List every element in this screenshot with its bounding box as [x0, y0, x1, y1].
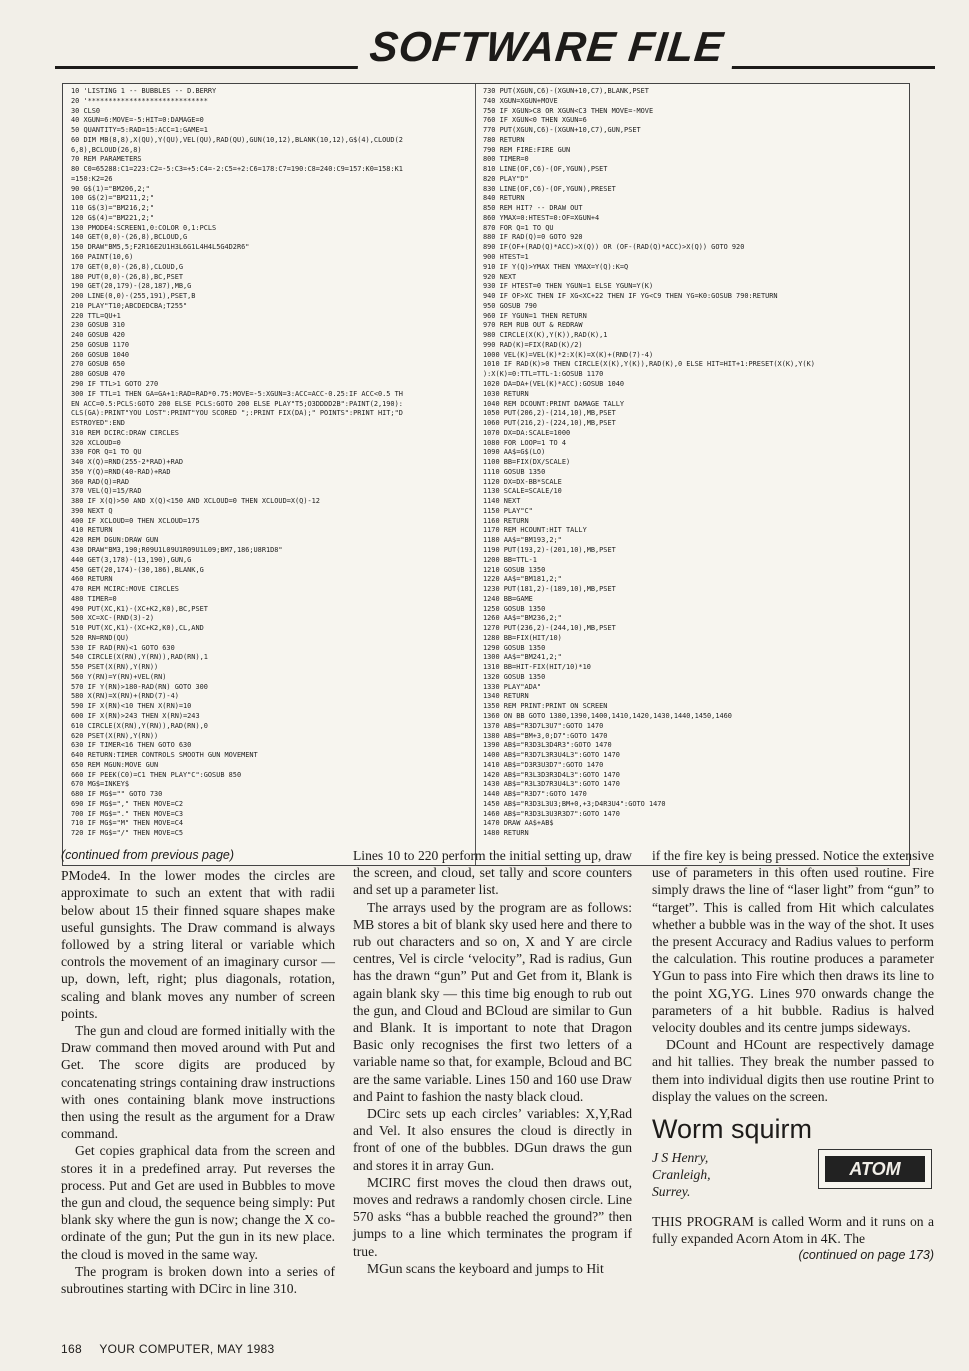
listing-line: 1010 IF RAD(K)>0 THEN CIRCLE(X(K),Y(K)),RAD(K),0 ELSE HIT=HIT+1:PRESET(X(K),Y(K): [483, 360, 815, 369]
listing-line: 1270 PUT(236,2)-(244,10),MB,PSET: [483, 624, 616, 633]
listing-line: 410 RETURN: [71, 526, 113, 535]
listing-line: 630 IF TIMER<16 THEN GOTO 630: [71, 741, 192, 750]
listing-line: 160 PAINT(10,6): [71, 253, 134, 262]
listing-line: EN ACC=0.5:PCLS:GOTO 200 ELSE PCLS:GOTO 200 ELSE PLAY"T5;O3DDDD2B":PAINT(2,190):: [71, 399, 403, 408]
lead-in: THIS PROGRAM: [652, 1214, 754, 1230]
listing-line: 1130 SCALE=SCALE/10: [483, 487, 562, 496]
author-town: Cranleigh,: [652, 1167, 711, 1183]
listing-line: 880 IF RAD(Q)=0 GOTO 920: [483, 233, 583, 242]
listing-line: 1150 PLAY"C": [483, 506, 533, 515]
article-column-1: [61, 847, 335, 1297]
listing-line: 1170 REM HCOUNT:HIT TALLY: [483, 526, 587, 535]
listing-line: 140 GET(0,0)-(26,8),BCLOUD,G: [71, 233, 188, 242]
listing-line: 650 REM MGUN:MOVE GUN: [71, 760, 159, 769]
publication-line: YOUR COMPUTER, MAY 1983: [99, 1342, 275, 1356]
listing-line: 1230 PUT(181,2)-(189,10),MB,PSET: [483, 585, 616, 594]
continued-on-label: (continued on page 173): [798, 1248, 934, 1263]
listing-line: 1070 DX=DA:SCALE=1000: [483, 428, 571, 437]
listing-line: CLS(GA):PRINT"YOU LOST":PRINT"YOU SCORED ";:PRINT FIX(DA);" POINTS":PRINT HIT;"D: [71, 409, 403, 418]
listing-line: 340 X(Q)=RND(255-2*RAD)+RAD: [71, 458, 184, 467]
listing-line: 1430 AB$="R3L3D7R3U4L3":GOTO 1470: [483, 780, 620, 789]
platform-badge: [818, 1149, 932, 1189]
article-intro: [652, 1213, 934, 1247]
listing-line: 640 RETURN:TIMER CONTROLS SMOOTH GUN MOVEMENT: [71, 751, 258, 760]
listing-line: 770 PUT(XGUN,C6)-(XGUN+10,C7),GUN,PSET: [483, 126, 641, 135]
listing-line: 330 FOR Q=1 TO QU: [71, 448, 142, 457]
byline-block: [652, 1149, 934, 1205]
listing-line: 660 IF PEEK(C0)=C1 THEN PLAY"C":GOSUB 850: [71, 770, 242, 779]
listing-line: 60 DIM MB(8,8),X(QU),Y(QU),VEL(QU),RAD(QU),GUN(10,12),BLANK(10,12),G$(4),CLOUD(2: [71, 135, 403, 144]
listing-line: ESTROYED":END: [71, 419, 125, 428]
listing-line: 1160 RETURN: [483, 516, 529, 525]
listing-line: 310 REM DCIRC:DRAW CIRCLES: [71, 428, 179, 437]
listing-line: 190 GET(20,179)-(28,187),MB,G: [71, 282, 192, 291]
listing-line: 1260 AA$="BM236,2;": [483, 614, 562, 623]
listing-line: 1090 AA$=G$(LO): [483, 448, 546, 457]
listing-line: 120 G$(4)="BM221,2;": [71, 213, 154, 222]
listing-line: 1200 BB=TTL-1: [483, 555, 537, 564]
listing-column-left: [71, 87, 471, 839]
listing-line: 1350 REM PRINT:PRINT ON SCREEN: [483, 702, 608, 711]
listing-line: 840 RETURN: [483, 194, 525, 203]
listing-line: 370 VEL(Q)=15/RAD: [71, 487, 142, 496]
listing-line: 1280 BB=FIX(HIT/10): [483, 633, 562, 642]
listing-line: 430 DRAW"BM3,190;R09U1L09U1R09U1L09;BM7,186;U8R1D8": [71, 545, 283, 554]
article-title: Worm squirm: [652, 1114, 813, 1145]
listing-line: 990 RAD(K)=FIX(RAD(K)/2): [483, 340, 583, 349]
listing-line: 220 TTL=QU+1: [71, 311, 121, 320]
listing-line: 700 IF MG$="." THEN MOVE=C3: [71, 809, 184, 818]
listing-line: 680 IF MG$="" GOTO 730: [71, 790, 163, 799]
listing-line: 520 RN=RND(QU): [71, 633, 130, 642]
platform-badge-label: ATOM: [825, 1156, 925, 1182]
listing-line: 1220 AA$="BM181,2;": [483, 575, 562, 584]
listing-line: 490 PUT(XC,K1)-(XC+K2,K0),BC,PSET: [71, 604, 208, 613]
listing-line: 350 Y(Q)=RND(40-RAD)+RAD: [71, 467, 171, 476]
listing-line: 470 REM MCIRC:MOVE CIRCLES: [71, 585, 179, 594]
listing-line: 780 RETURN: [483, 135, 525, 144]
listing-line: 1450 AB$="R3D3L3U3;BM+0,+3;D4R3U4":GOTO 1470: [483, 799, 666, 808]
listing-line: 1040 REM DCOUNT:PRINT DAMAGE TALLY: [483, 399, 625, 408]
listing-column-right: [483, 87, 907, 839]
listing-line: 610 CIRCLE(X(RN),Y(RN)),RAD(RN),0: [71, 721, 208, 730]
listing-line: 580 X(RN)=X(RN)+(RND(7)-4): [71, 692, 179, 701]
paragraph: if the fire key is being pressed. Notice the extensive use of parameters in this often used routine. Fire simply draws the line of “laser light” from “gun” to “target”. This is called from Hit which calculates whether a bubble was in the way of the shot. It uses the present Accuracy and Radius values to perform the calculation. This routine produces a parameter YGun to pass into Fire which then draws its line to the point XG,YG. Lines 970 onwards change the parameters of a hit bubble. Radius is halved velocity doubles and its centre jumps sideways.: [652, 848, 934, 1036]
listing-line: 970 REM RUB OUT & REDRAW: [483, 321, 583, 330]
paragraph: Get copies graphical data from the screen and stores it in a predefined array. Put reverses the process. Put and Get are used in Bubbles to move the gun and cloud, the sequence being simply: Put blank sky where the gun is now; change the X co-ordinate of the gun; Put the gun in its new place. the cloud is moved in the same way.: [61, 1143, 335, 1262]
paragraph: The gun and cloud are formed initially with the Draw command then moved around with Put and Get. The score digits are produced by concatenating strings containing draw instructions with ones containing blank move instructions then using the result as the argument for a Draw command.: [61, 1023, 335, 1142]
paragraph: The arrays used by the program are as follows: MB stores a bit of blank sky used here and there to rub out characters and so on, X and Y are circle centres, Vel is circle ‘velocity”, Rad is radius, Gun has the drawn “gun” Put and Get from it, Blank is again blank sky — this time big enough to rub out the gun, and Cloud and BCloud are similar to Gun and Blank. It is important to note that Dragon Basic only recognises the first two letters of a variable name so that, for example, Bcloud and BC are the same variable. Lines 150 and 160 use Draw and Paint to fashion the nasty black cloud.: [353, 899, 632, 1104]
listing-line: 20 '*****************************: [71, 96, 208, 105]
listing-line: 290 IF TTL>1 GOTO 270: [71, 379, 159, 388]
continued-from-label: (continued from previous page): [61, 848, 235, 862]
listing-line: 50 QUANTITY=5:RAD=15:ACC=1:GAME=1: [71, 126, 208, 135]
listing-line: 1320 GOSUB 1350: [483, 672, 546, 681]
listing-line: 6,8),BCLOUD(26,8): [71, 145, 142, 154]
listing-line: 1290 GOSUB 1350: [483, 643, 546, 652]
listing-line: 400 IF XCLOUD=0 THEN XCLOUD=175: [71, 516, 200, 525]
listing-line: 1330 PLAY"ADA": [483, 682, 542, 691]
listing-line: 760 IF XGUN<0 THEN XGUN=6: [483, 116, 587, 125]
listing-line: 1120 DX=DX-BB*SCALE: [483, 477, 562, 486]
listing-line: 670 MG$=INKEY$: [71, 780, 130, 789]
listing-line: 1080 FOR LOOP=1 TO 4: [483, 438, 566, 447]
listing-line: 450 GET(20,174)-(30,186),BLANK,G: [71, 565, 204, 574]
listing-line: 510 PUT(XC,K1)-(XC+K2,K0),CL,AND: [71, 624, 204, 633]
listing-line: 920 NEXT: [483, 272, 517, 281]
section-title: SOFTWARE FILE: [357, 22, 736, 72]
listing-line: 910 IF Y(Q)>YMAX THEN YMAX=Y(Q):K=Q: [483, 262, 629, 271]
listing-line: 1390 AB$="R3D3L3D4R3":GOTO 1470: [483, 741, 612, 750]
paragraph: DCirc sets up each circles’ variables: X,Y,Rad and Vel. It also ensures the cloud is directly in front of one of the bubbles. DGun draws the gun and stores it in array Gun.: [353, 1106, 632, 1173]
listing-line: 730 PUT(XGUN,C6)-(XGUN+10,C7),BLANK,PSET: [483, 87, 649, 95]
listing-line: 790 REM FIRE:FIRE GUN: [483, 145, 571, 154]
listing-line: 200 LINE(0,0)-(255,191),PSET,B: [71, 292, 196, 301]
listing-line: 360 RAD(Q)=RAD: [71, 477, 130, 486]
listing-line: 1440 AB$="R3D7":GOTO 1470: [483, 790, 587, 799]
listing-line: 1400 AB$="R3D7L3R3U4L3":GOTO 1470: [483, 751, 620, 760]
listing-line: 1250 GOSUB 1350: [483, 604, 546, 613]
listing-line: 1190 PUT(193,2)-(201,10),MB,PSET: [483, 545, 616, 554]
listing-line: 100 G$(2)="BM211,2;": [71, 194, 154, 203]
listing-line: 570 IF Y(RN)>180-RAD(RN) GOTO 300: [71, 682, 208, 691]
listing-line: 240 GOSUB 420: [71, 331, 125, 340]
listing-line: 710 IF MG$="M" THEN MOVE=C4: [71, 819, 184, 828]
paragraph: The program is broken down into a series of subroutines starting with DCirc in line 310.: [61, 1263, 335, 1297]
listing-line: 460 RETURN: [71, 575, 113, 584]
listing-line: 810 LINE(OF,C6)-(OF,YGUN),PSET: [483, 165, 608, 174]
listing-line: 960 IF YGUN=1 THEN RETURN: [483, 311, 587, 320]
listing-line: 210 PLAY"T10;ABCDEDCBA;T255": [71, 301, 188, 310]
listing-line: 40 XGUN=6:MOVE=-5:HIT=0:DAMAGE=0: [71, 116, 204, 125]
listing-line: 1300 AA$="BM241,2;": [483, 653, 562, 662]
listing-line: 260 GOSUB 1040: [71, 350, 130, 359]
listing-line: 110 G$(3)="BM216,2;": [71, 204, 154, 213]
paragraph: DCount and HCount are respectively damage and hit tallies. They break the number passed to them into individual digits then use routine Print to display the values on the screen.: [652, 1037, 934, 1104]
listing-line: 10 'LISTING 1 -- BUBBLES -- D.BERRY: [71, 87, 217, 95]
listing-line: 550 PSET(X(RN),Y(RN)): [71, 663, 159, 672]
listing-line: 500 XC=XC-(RND(3)-2): [71, 614, 154, 623]
intro-text: is called Worm and it runs on a fully expanded Acorn Atom in 4K. The: [652, 1214, 934, 1247]
listing-line: 870 FOR Q=1 TO QU: [483, 223, 554, 232]
paragraph: PMode4. In the lower modes the circles are approximate to such an extent that with radii below about 15 their finned square shapes make useful gunsights. The Draw command is always followed by a string literal or variable which controls the movement of an imaginary cursor — up, down, left, right; plus diagonals, rotation, scaling and blank moves any number of screen points.: [61, 868, 335, 1021]
listing-line: 1420 AB$="R3L3D3R3D4L3":GOTO 1470: [483, 770, 620, 779]
listing-line: 940 IF OF>XC THEN IF XG<XC+22 THEN IF YG<C9 THEN YG=K0:GOSUB 790:RETURN: [483, 292, 778, 301]
listing-line: 250 GOSUB 1170: [71, 340, 130, 349]
listing-line: 1050 PUT(206,2)-(214,10),MB,PSET: [483, 409, 616, 418]
page-footer: [61, 1342, 289, 1356]
author-name: J S Henry,: [652, 1150, 709, 1166]
listing-line: 560 Y(RN)=Y(RN)+VEL(RN): [71, 672, 167, 681]
listing-line: 80 C0=65288:C1=223:C2=-5:C3=+5:C4=-2:C5=+2:C6=178:C7=190:C8=240:C9=157:K0=158:K1: [71, 165, 403, 174]
listing-line: 1480 RETURN: [483, 829, 529, 838]
listing-line: 530 IF RAD(RN)<1 GOTO 630: [71, 643, 175, 652]
section-header: [55, 22, 935, 72]
listing-line: 1340 RETURN: [483, 692, 529, 701]
listing-line: 860 YMAX=0:HTEST=0:OF=XGUN+4: [483, 213, 600, 222]
listing-line: 270 GOSUB 650: [71, 360, 125, 369]
listing-line: 1360 ON BB GOTO 1380,1390,1400,1410,1420,1430,1440,1450,1460: [483, 712, 732, 720]
listing-line: 1210 GOSUB 1350: [483, 565, 546, 574]
listing-line: 70 REM PARAMETERS: [71, 155, 142, 164]
listing-line: 130 PMODE4:SCREEN1,0:COLOR 0,1:PCLS: [71, 223, 217, 232]
listing-line: 600 IF X(RN)>243 THEN X(RN)=243: [71, 712, 200, 720]
program-listing: [62, 83, 910, 866]
listing-line: 1370 AB$="R3D7L3U7":GOTO 1470: [483, 721, 604, 730]
listing-line: 1020 DA=DA+(VEL(K)*ACC):GOSUB 1040: [483, 379, 625, 388]
listing-line: 230 GOSUB 310: [71, 321, 125, 330]
listing-line: 1100 BB=FIX(DX/SCALE): [483, 458, 571, 467]
listing-line: 950 GOSUB 790: [483, 301, 537, 310]
listing-line: 1030 RETURN: [483, 389, 529, 398]
listing-line: 750 IF XGUN>C8 OR XGUN<C3 THEN MOVE=-MOVE: [483, 106, 654, 115]
listing-line: =150:K2=26: [71, 174, 113, 183]
listing-line: 820 PLAY"D": [483, 174, 529, 183]
listing-line: 280 GOSUB 470: [71, 370, 125, 379]
listing-line: 1380 AB$="BM+3,0;D7":GOTO 1470: [483, 731, 608, 740]
listing-line: 90 G$(1)="BM206,2;": [71, 184, 150, 193]
listing-line: 480 TIMER=0: [71, 594, 117, 603]
listing-line: 1310 BB=HIT-FIX(HIT/10)*10: [483, 663, 591, 672]
paragraph: MGun scans the keyboard and jumps to Hit: [367, 1260, 604, 1276]
author-county: Surrey.: [652, 1184, 691, 1200]
listing-line: 900 HTEST=1: [483, 253, 529, 262]
listing-line: 1180 AA$="BM193,2;": [483, 536, 562, 545]
listing-line: 690 IF MG$="," THEN MOVE=C2: [71, 799, 184, 808]
listing-line: 420 REM DGUN:DRAW GUN: [71, 536, 159, 545]
listing-line: 800 TIMER=0: [483, 155, 529, 164]
paragraph: MCIRC first moves the cloud then draws out, moves and redraws a randomly chosen circle. Line 570 asks “has a bubble reached the ground?” then jumps to a line which terminates the program if true.: [353, 1174, 632, 1259]
listing-line: ):X(K)=0:TTL=TTL-1:GOSUB 1170: [483, 370, 604, 379]
listing-line: 890 IF(OF+(RAD(Q)*ACC)>X(Q)) OR (OF-(RAD(Q)*ACC)>X(Q)) GOTO 920: [483, 243, 745, 252]
listing-line: 850 REM HIT? -- DRAW OUT: [483, 204, 583, 213]
page-number: 168: [61, 1342, 82, 1356]
listing-line: 540 CIRCLE(X(RN),Y(RN)),RAD(RN),1: [71, 653, 208, 662]
listing-line: 1470 DRAW AA$+AB$: [483, 819, 554, 828]
listing-line: 440 GET(3,178)-(13,190),GUN,G: [71, 555, 192, 564]
listing-line: 150 DRAW"BM5,5;F2R16E2U1H3L6G1L4H4L5G4D2R6": [71, 243, 250, 252]
listing-line: 830 LINE(OF,C6)-(OF,YGUN),PRESET: [483, 184, 616, 193]
listing-line: 930 IF HTEST=0 THEN YGUN=1 ELSE YGUN=Y(K): [483, 282, 654, 291]
listing-divider: [475, 84, 476, 865]
listing-line: 620 PSET(X(RN),Y(RN)): [71, 731, 159, 740]
listing-line: 1460 AB$="R3D3L3U3R3D7":GOTO 1470: [483, 809, 620, 818]
listing-line: 170 GET(0,0)-(26,8),CLOUD,G: [71, 262, 184, 271]
listing-line: 300 IF TTL=1 THEN GA=GA+1:RAD=RAD*0.75:MOVE=-5:XGUN=3:ACC=ACC-0.25:IF ACC<0.5 TH: [71, 389, 403, 398]
listing-line: 1240 BB=GAME: [483, 594, 533, 603]
listing-line: 180 PUT(0,0)-(26,8),BC,PSET: [71, 272, 184, 281]
listing-line: 980 CIRCLE(X(K),Y(K)),RAD(K),1: [483, 331, 608, 340]
listing-line: 390 NEXT Q: [71, 506, 113, 515]
listing-line: 720 IF MG$="/" THEN MOVE=C5: [71, 829, 184, 838]
listing-line: 1110 GOSUB 1350: [483, 467, 546, 476]
listing-line: 1410 AB$="D3R3U3D7":GOTO 1470: [483, 760, 604, 769]
paragraph: Lines 10 to 220 perform the initial setting up, draw the screen, and cloud, set tally and score counters and set up a parameter list.: [353, 848, 632, 898]
article-column-2: [353, 847, 632, 1277]
listing-line: 1060 PUT(216,2)-(224,10),MB,PSET: [483, 419, 616, 428]
listing-line: 30 CLS0: [71, 106, 101, 115]
listing-line: 320 XCLOUD=0: [71, 438, 121, 447]
listing-line: 1000 VEL(K)=VEL(K)*2:X(K)=X(K)+(RND(7)-4): [483, 350, 654, 359]
listing-line: 380 IF X(Q)>50 AND X(Q)<150 AND XCLOUD=0 THEN XCLOUD=X(Q)-12: [71, 497, 320, 506]
listing-line: 1140 NEXT: [483, 497, 521, 506]
listing-line: 590 IF X(RN)<10 THEN X(RN)=10: [71, 702, 192, 711]
article-column-3: [652, 847, 934, 1265]
listing-line: 740 XGUN=XGUN+MOVE: [483, 96, 558, 105]
